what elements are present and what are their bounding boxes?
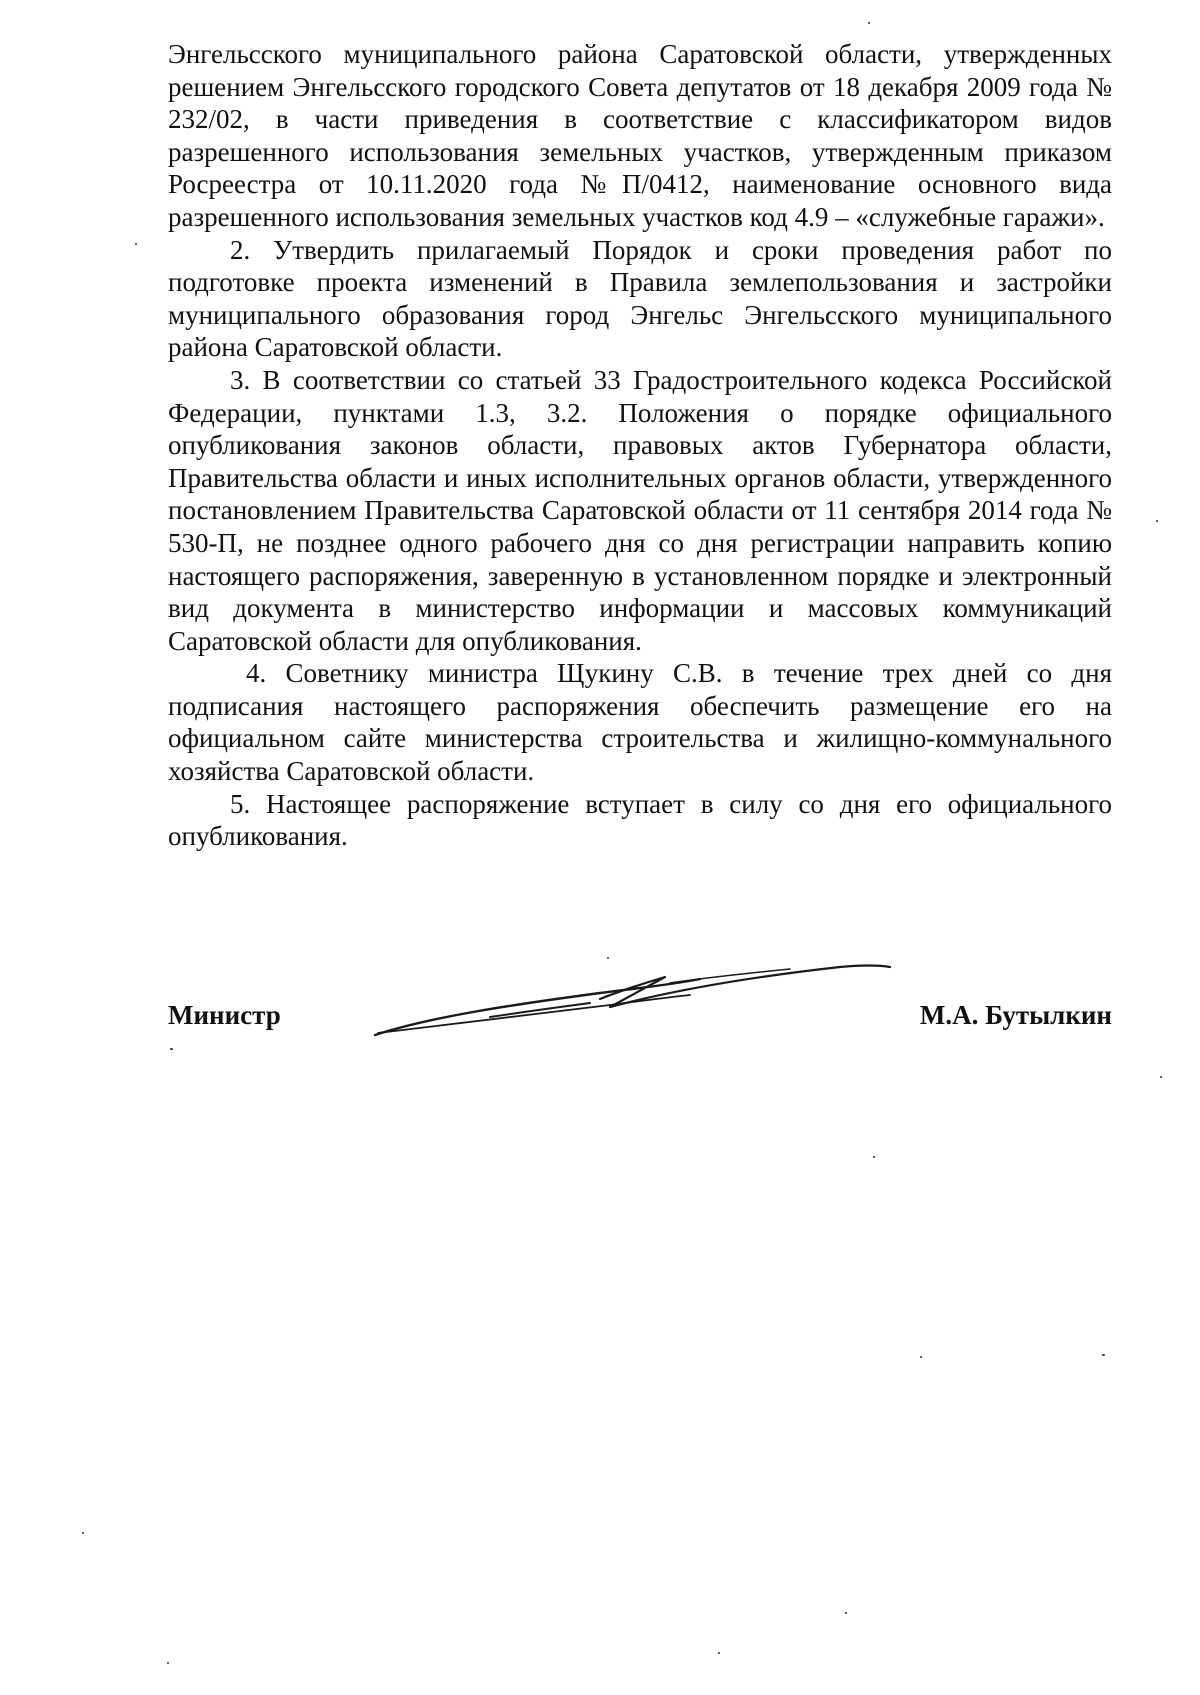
paragraph-5: 5. Настоящее распоряжение вступает в силу со дня его официального опубликования. [168,788,1112,852]
document-body [168,38,1112,853]
paragraph-3: 3. В соответствии со статьей 33 Градостроительного кодекса Российской Федерации, пунктами 1.3, 3.2. Положения о порядке официального опубликования законов области, правовых актов Губернатора области, Правительства области и иных исполнительных органов области, утвержденного постановлением Правительства Саратовской области от 11 сентября 2014 года № 530-П, не позднее одного рабочего дня со дня регистрации направить копию настоящего распоряжения, заверенную в установленном порядке и электронный вид документа в министерство информации и массовых коммуникаций Саратовской области для опубликования. [168,364,1112,656]
scan-speck [845,1612,847,1614]
scan-speck [1160,1076,1162,1078]
scan-speck [1156,520,1158,522]
scan-speck [920,1356,922,1358]
scan-speck [873,1156,875,1158]
signer-title: Министр [168,1000,281,1030]
paragraph-continuation: Энгельсского муниципального района Саратовской области, утвержденных решением Энгельсского городского Совета депутатов от 18 декабря 2009 года № 232/02, в части приведения в соответствие с классификатором видов разрешенного использования земельных участков, утвержденным приказом Росреестра от 10.11.2020 года №П/0412, наименование основного вида разрешенного использования земельных участков код 4.9 – «служебные гаражи». [168,39,1112,232]
paragraph-2: 2. Утвердить прилагаемый Порядок и сроки проведения работ по подготовке проекта изменений в Правила землепользования и застройки муниципального образования город Энгельс Энгельсского муниципального района Саратовской области. [168,234,1112,363]
signer-name: М.А. Бутылкин [919,1000,1112,1030]
signature-block [168,1000,1112,1040]
scan-speck [607,957,609,959]
scan-speck [135,243,137,245]
scan-speck [1102,1354,1105,1356]
scan-speck [718,1652,720,1654]
scan-speck [170,1048,173,1050]
scan-speck [167,1662,169,1664]
scan-speck [82,1532,84,1534]
paragraph-4: 4. Советнику министра Щукину С.В. в течение трех дней со дня подписания настоящего распоряжения обеспечить размещение его на официальном сайте министерства строительства и жилищно-коммунального хозяйства Саратовской области. [168,658,1112,787]
scan-speck [868,22,870,24]
